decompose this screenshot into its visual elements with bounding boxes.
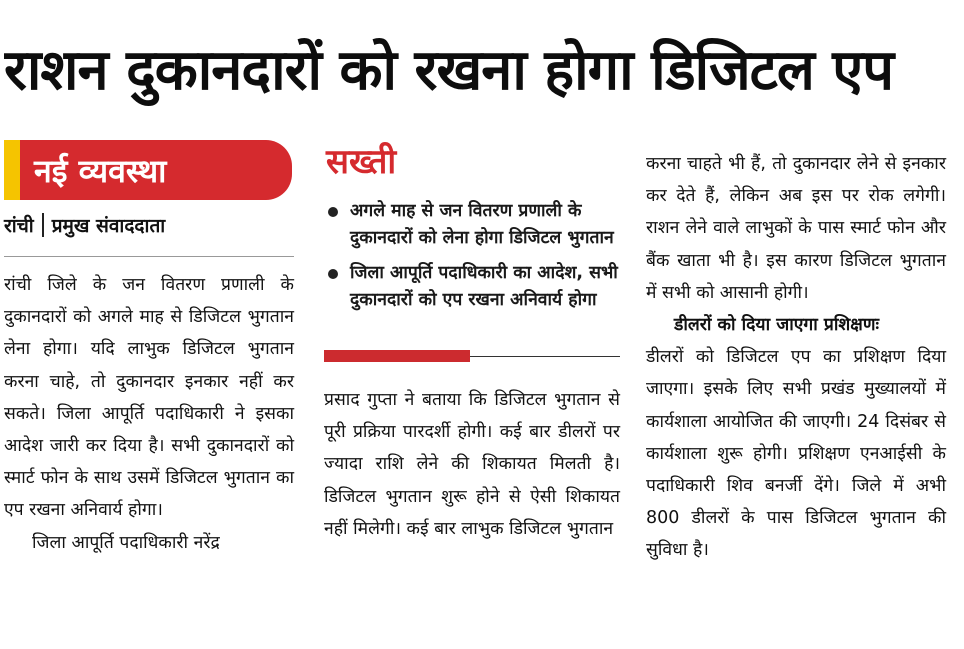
article-body-col1 (4, 269, 294, 559)
bullet-item (324, 260, 620, 314)
byline (4, 212, 294, 238)
byline-divider (4, 256, 294, 257)
paragraph: प्रसाद गुप्ता ने बताया कि डिजिटल भुगतान से पूरी प्रक्रिया पारदर्शी होगी। कई बार डीलरों पर ज्यादा राशि लेने की शिकायत मिलती है। डिजिटल भुगतान शुरू होने से ऐसी शिकायत नहीं मिलेगी। कई बार लाभुक डिजिटल भुगतान (324, 390, 620, 539)
bullet-dot-icon (328, 207, 338, 217)
section-divider (324, 350, 620, 362)
column-left (4, 140, 294, 559)
column-middle (324, 140, 620, 545)
article-body-col2 (324, 384, 620, 545)
divider-line (470, 356, 620, 357)
kicker-accent-bar (4, 140, 20, 200)
kicker-text: नई व्यवस्था (34, 151, 167, 190)
paragraph: करना चाहते भी हैं, तो दुकानदार लेने से इनकार कर देते हैं, लेकिन अब इस पर रोक लगेगी। राशन लेने वाले लाभुकों के पास स्मार्ट फोन और बैंक खाता भी है। इस कारण डिजिटल भुगतान में सभी को आसानी होगी। (646, 154, 946, 303)
bullet-dot-icon (328, 269, 338, 279)
byline-place: रांची (4, 215, 34, 237)
bullet-text: जिला आपूर्ति पदाधिकारी का आदेश, सभी दुकानदारों को एप रखना अनिवार्य होगा (350, 263, 618, 310)
column-right (646, 148, 946, 567)
divider-red-bar (324, 350, 470, 362)
bullet-text: अगले माह से जन वितरण प्रणाली के दुकानदारों को लेना होगा डिजिटल भुगतान (350, 201, 614, 248)
kicker-label (4, 140, 292, 200)
paragraph: जिला आपूर्ति पदाधिकारी नरेंद्र (32, 532, 220, 553)
byline-reporter: प्रमुख संवाददाता (51, 215, 166, 237)
byline-separator (42, 213, 44, 237)
sidebar-title: सख्ती (326, 142, 397, 182)
paragraph: रांची जिले के जन वितरण प्रणाली के दुकानदारों को अगले माह से डिजिटल भुगतान लेना होगा। यदि लाभुक डिजिटल भुगतान करना चाहे, तो दुकानदार इनकार नहीं कर सकते। जिला आपूर्ति पदाधिकारी ने इसका आदेश जारी कर दिया है। सभी दुकानदारों को स्मार्ट फोन के साथ उसमें डिजिटल भुगतान का एप रखना अनिवार्य होगा। (4, 275, 294, 521)
bullet-item (324, 198, 620, 252)
sidebar-bullet-list (324, 198, 620, 314)
headline: राशन दुकानदारों को रखना होगा डिजिटल एप (4, 38, 894, 103)
subheading: डीलरों को दिया जाएगा प्रशिक्षणः (674, 315, 880, 336)
paragraph: डीलरों को डिजिटल एप का प्रशिक्षण दिया जाएगा। इसके लिए सभी प्रखंड मुख्यालयों में कार्यशाला आयोजित की जाएगी। 24 दिसंबर से कार्यशाला शुरू होगी। प्रशिक्षण एनआईसी के पदाधिकारी शिव बनर्जी देंगे। जिले में अभी 800 डीलरों के पास डिजिटल भुगतान की सुविधा है। (646, 347, 946, 561)
article-body-col3 (646, 148, 946, 567)
